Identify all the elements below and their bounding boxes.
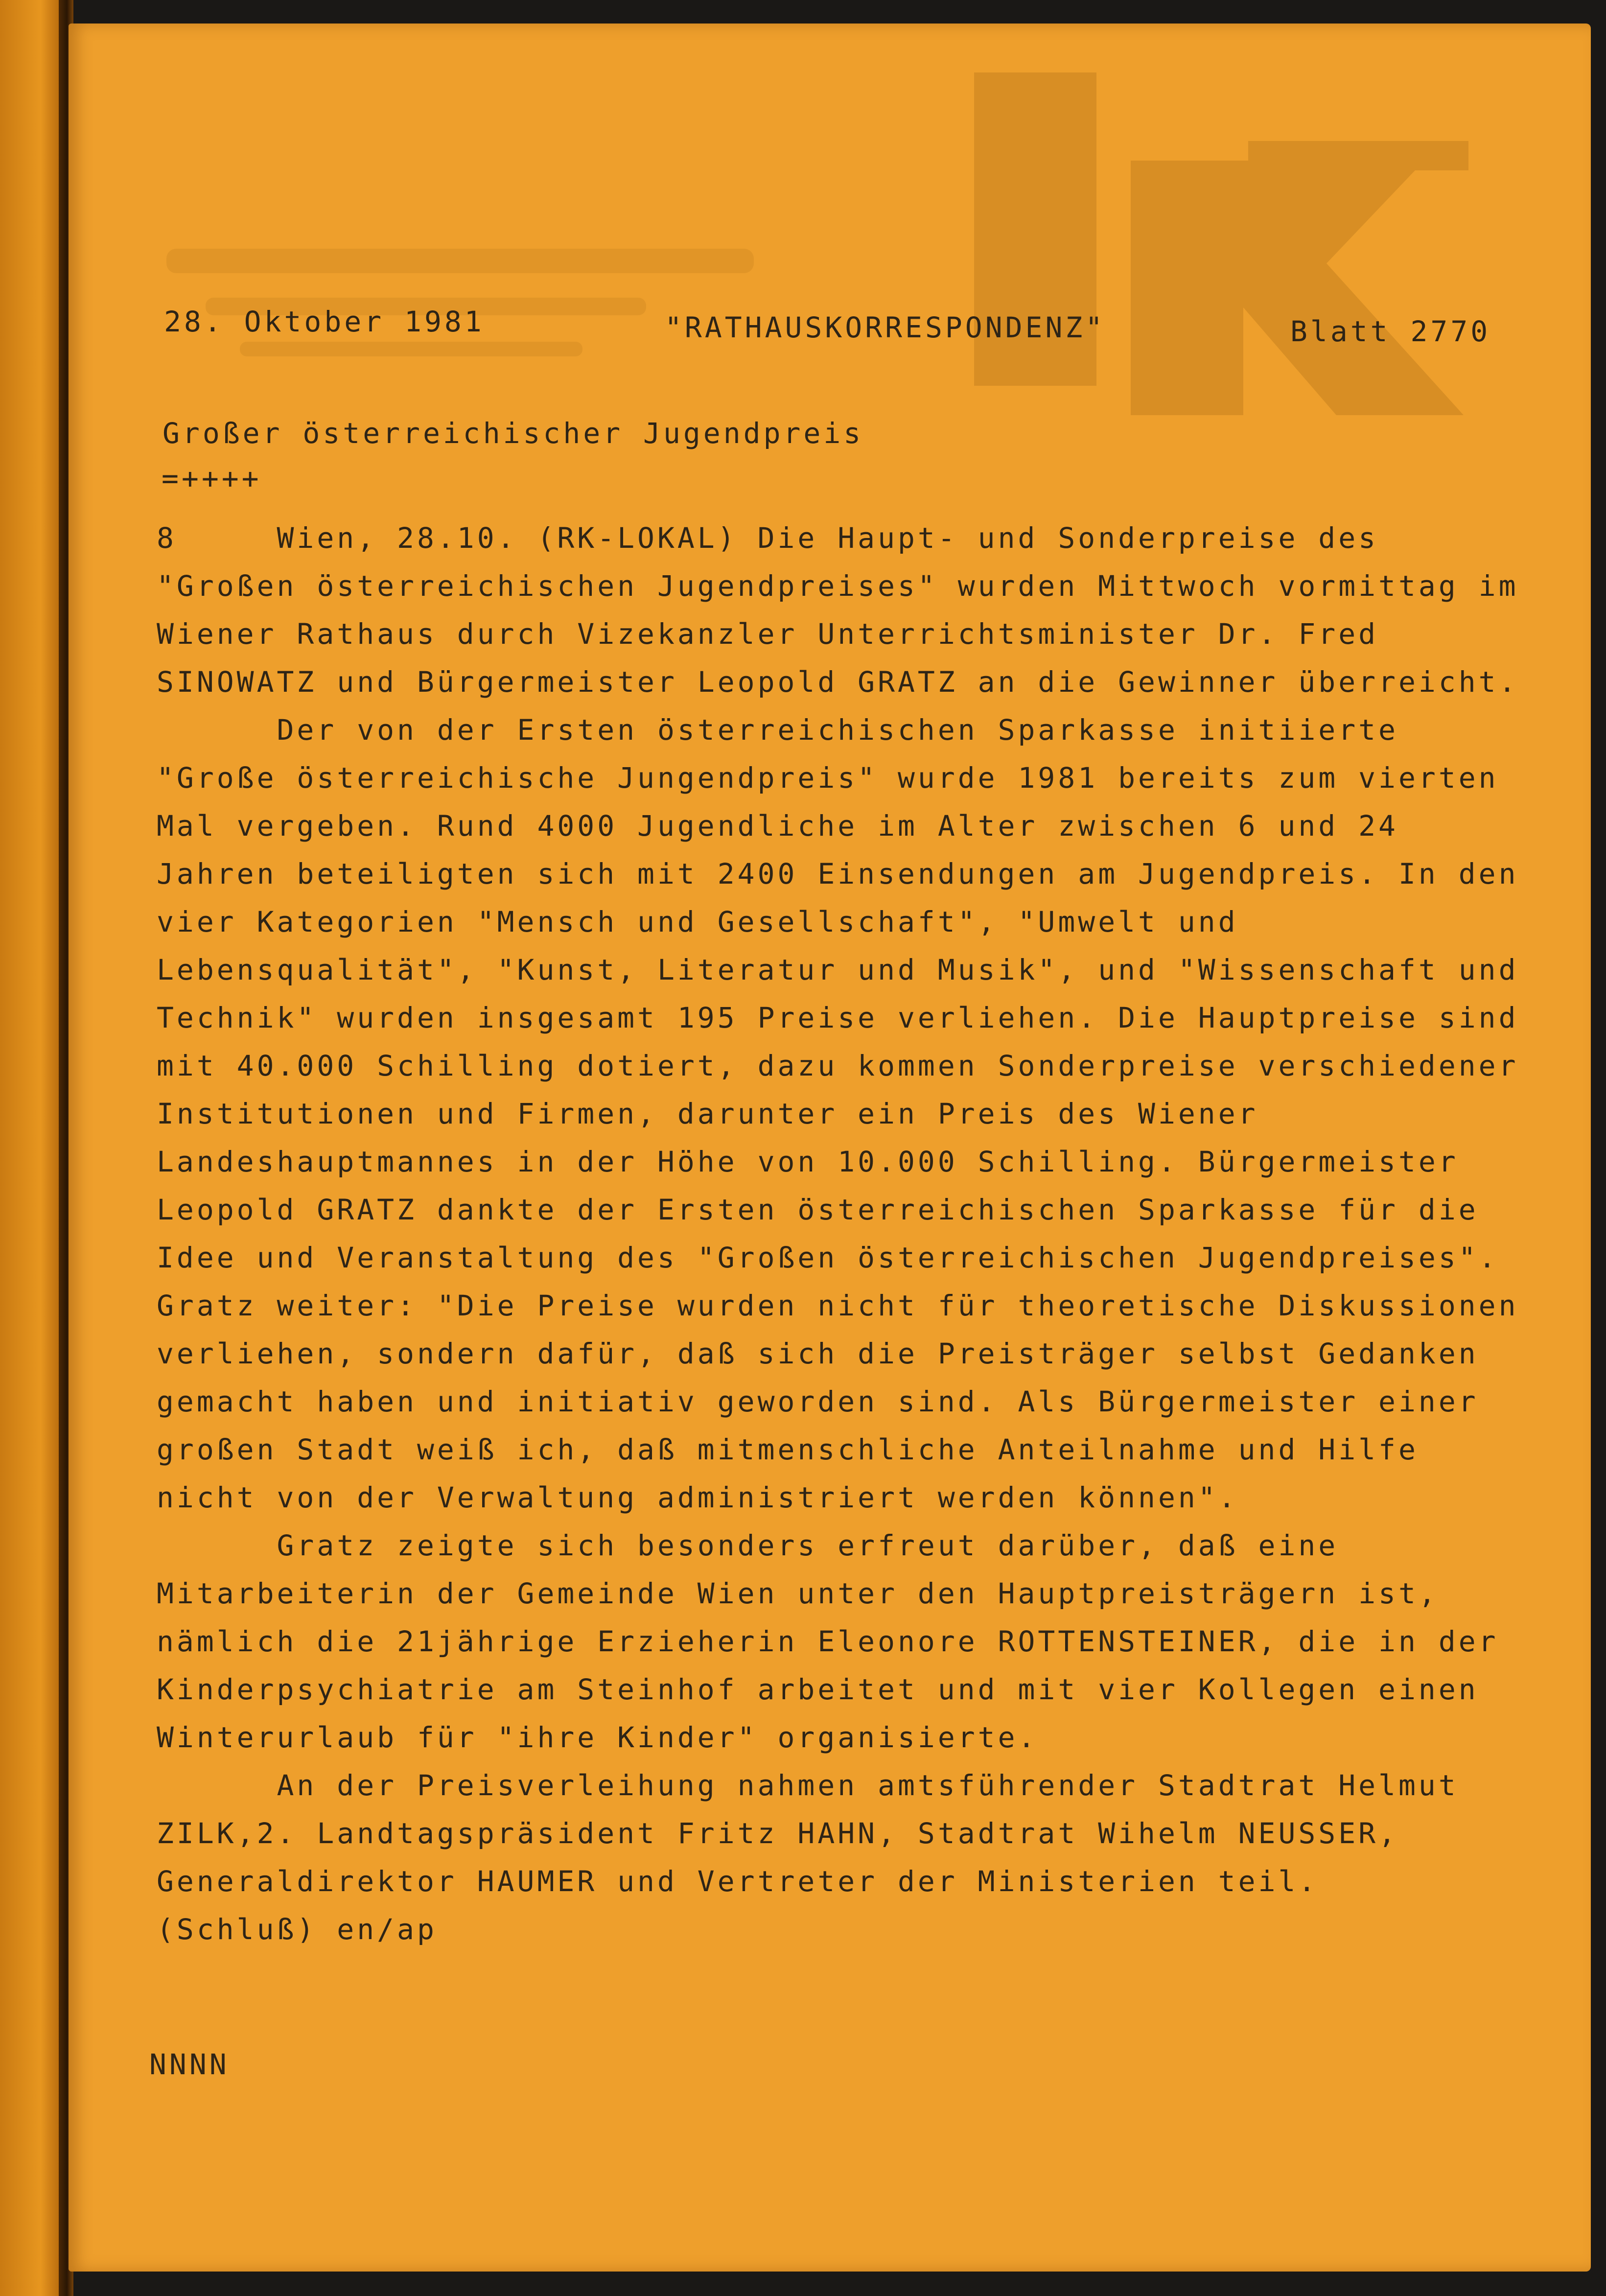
- body-line: Lebensqualität", "Kunst, Literatur und Musik", und "Wissenschaft und: [157, 953, 1519, 986]
- body-line: Wiener Rathaus durch Vizekanzler Unterrichtsminister Dr. Fred: [157, 617, 1379, 651]
- body-line: mit 40.000 Schilling dotiert, dazu kommen Sonderpreise verschiedener: [157, 1049, 1519, 1082]
- body-line: gemacht haben und initiativ geworden sind. Als Bürgermeister einer: [157, 1385, 1479, 1418]
- body-line: Gratz zeigte sich besonders erfreut darüber, daß eine: [157, 1529, 1339, 1562]
- body-line: Generaldirektor HAUMER und Vertreter der Ministerien teil.: [157, 1865, 1319, 1898]
- body-line: Winterurlaub für "ihre Kinder" organisierte.: [157, 1721, 1038, 1754]
- body-line: Mal vergeben. Rund 4000 Jugendliche im Alter zwischen 6 und 24: [157, 809, 1398, 843]
- end-of-message-mark: NNNN: [149, 2048, 230, 2081]
- body-line: Gratz weiter: "Die Preise wurden nicht für theoretische Diskussionen: [157, 1289, 1519, 1322]
- body-line: "Großen österreichischen Jugendpreises" wurden Mittwoch vormittag im: [157, 569, 1519, 603]
- body-line: Mitarbeiterin der Gemeinde Wien unter den Hauptpreisträgern ist,: [157, 1577, 1439, 1610]
- body-line: "Große österreichische Jungendpreis" wurde 1981 bereits zum vierten: [157, 761, 1499, 795]
- body-line: Leopold GRATZ dankte der Ersten österreichischen Sparkasse für die: [157, 1193, 1479, 1226]
- body-line: 8 Wien, 28.10. (RK-LOKAL) Die Haupt- und Sonderpreise des: [157, 521, 1379, 555]
- document-page: [69, 23, 1591, 2272]
- body-line: Kinderpsychiatrie am Steinhof arbeitet und mit vier Kollegen einen: [157, 1673, 1479, 1706]
- document-date: 28. Oktober 1981: [164, 305, 485, 338]
- headline-separator: =++++: [162, 462, 262, 495]
- body-line: Institutionen und Firmen, darunter ein Preis des Wiener: [157, 1097, 1258, 1130]
- body-line: Jahren beteiligten sich mit 2400 Einsendungen am Jugendpreis. In den: [157, 857, 1519, 890]
- article-headline: Großer österreichischer Jugendpreis: [163, 417, 864, 450]
- body-line: SINOWATZ und Bürgermeister Leopold GRATZ an die Gewinner überreicht.: [157, 665, 1519, 699]
- publication-title: "RATHAUSKORRESPONDENZ": [665, 311, 1106, 344]
- body-line: Technik" wurden insgesamt 195 Preise verliehen. Die Hauptpreise sind: [157, 1001, 1519, 1034]
- body-line: verliehen, sondern dafür, daß sich die Preisträger selbst Gedanken: [157, 1337, 1479, 1370]
- body-line: An der Preisverleihung nahmen amtsführender Stadtrat Helmut: [157, 1769, 1459, 1802]
- body-line: nicht von der Verwaltung administriert werden können".: [157, 1481, 1238, 1514]
- body-line: Idee und Veranstaltung des "Großen österreichischen Jugendpreises".: [157, 1241, 1499, 1274]
- article-body: [157, 514, 1576, 1953]
- body-line: (Schluß) en/ap: [157, 1913, 437, 1946]
- body-line: großen Stadt weiß ich, daß mitmenschliche Anteilnahme und Hilfe: [157, 1433, 1419, 1466]
- body-line: vier Kategorien "Mensch und Gesellschaft", "Umwelt und: [157, 905, 1238, 938]
- body-line: nämlich die 21jährige Erzieherin Eleonore ROTTENSTEINER, die in der: [157, 1625, 1499, 1658]
- page-number: Blatt 2770: [1290, 315, 1491, 348]
- body-line: ZILK,2. Landtagspräsident Fritz HAHN, Stadtrat Wihelm NEUSSER,: [157, 1817, 1398, 1850]
- body-line: Der von der Ersten österreichischen Sparkasse initiierte: [157, 713, 1398, 747]
- body-line: Landeshauptmannes in der Höhe von 10.000 Schilling. Bürgermeister: [157, 1145, 1459, 1178]
- rk-logo-watermark: [945, 53, 1591, 435]
